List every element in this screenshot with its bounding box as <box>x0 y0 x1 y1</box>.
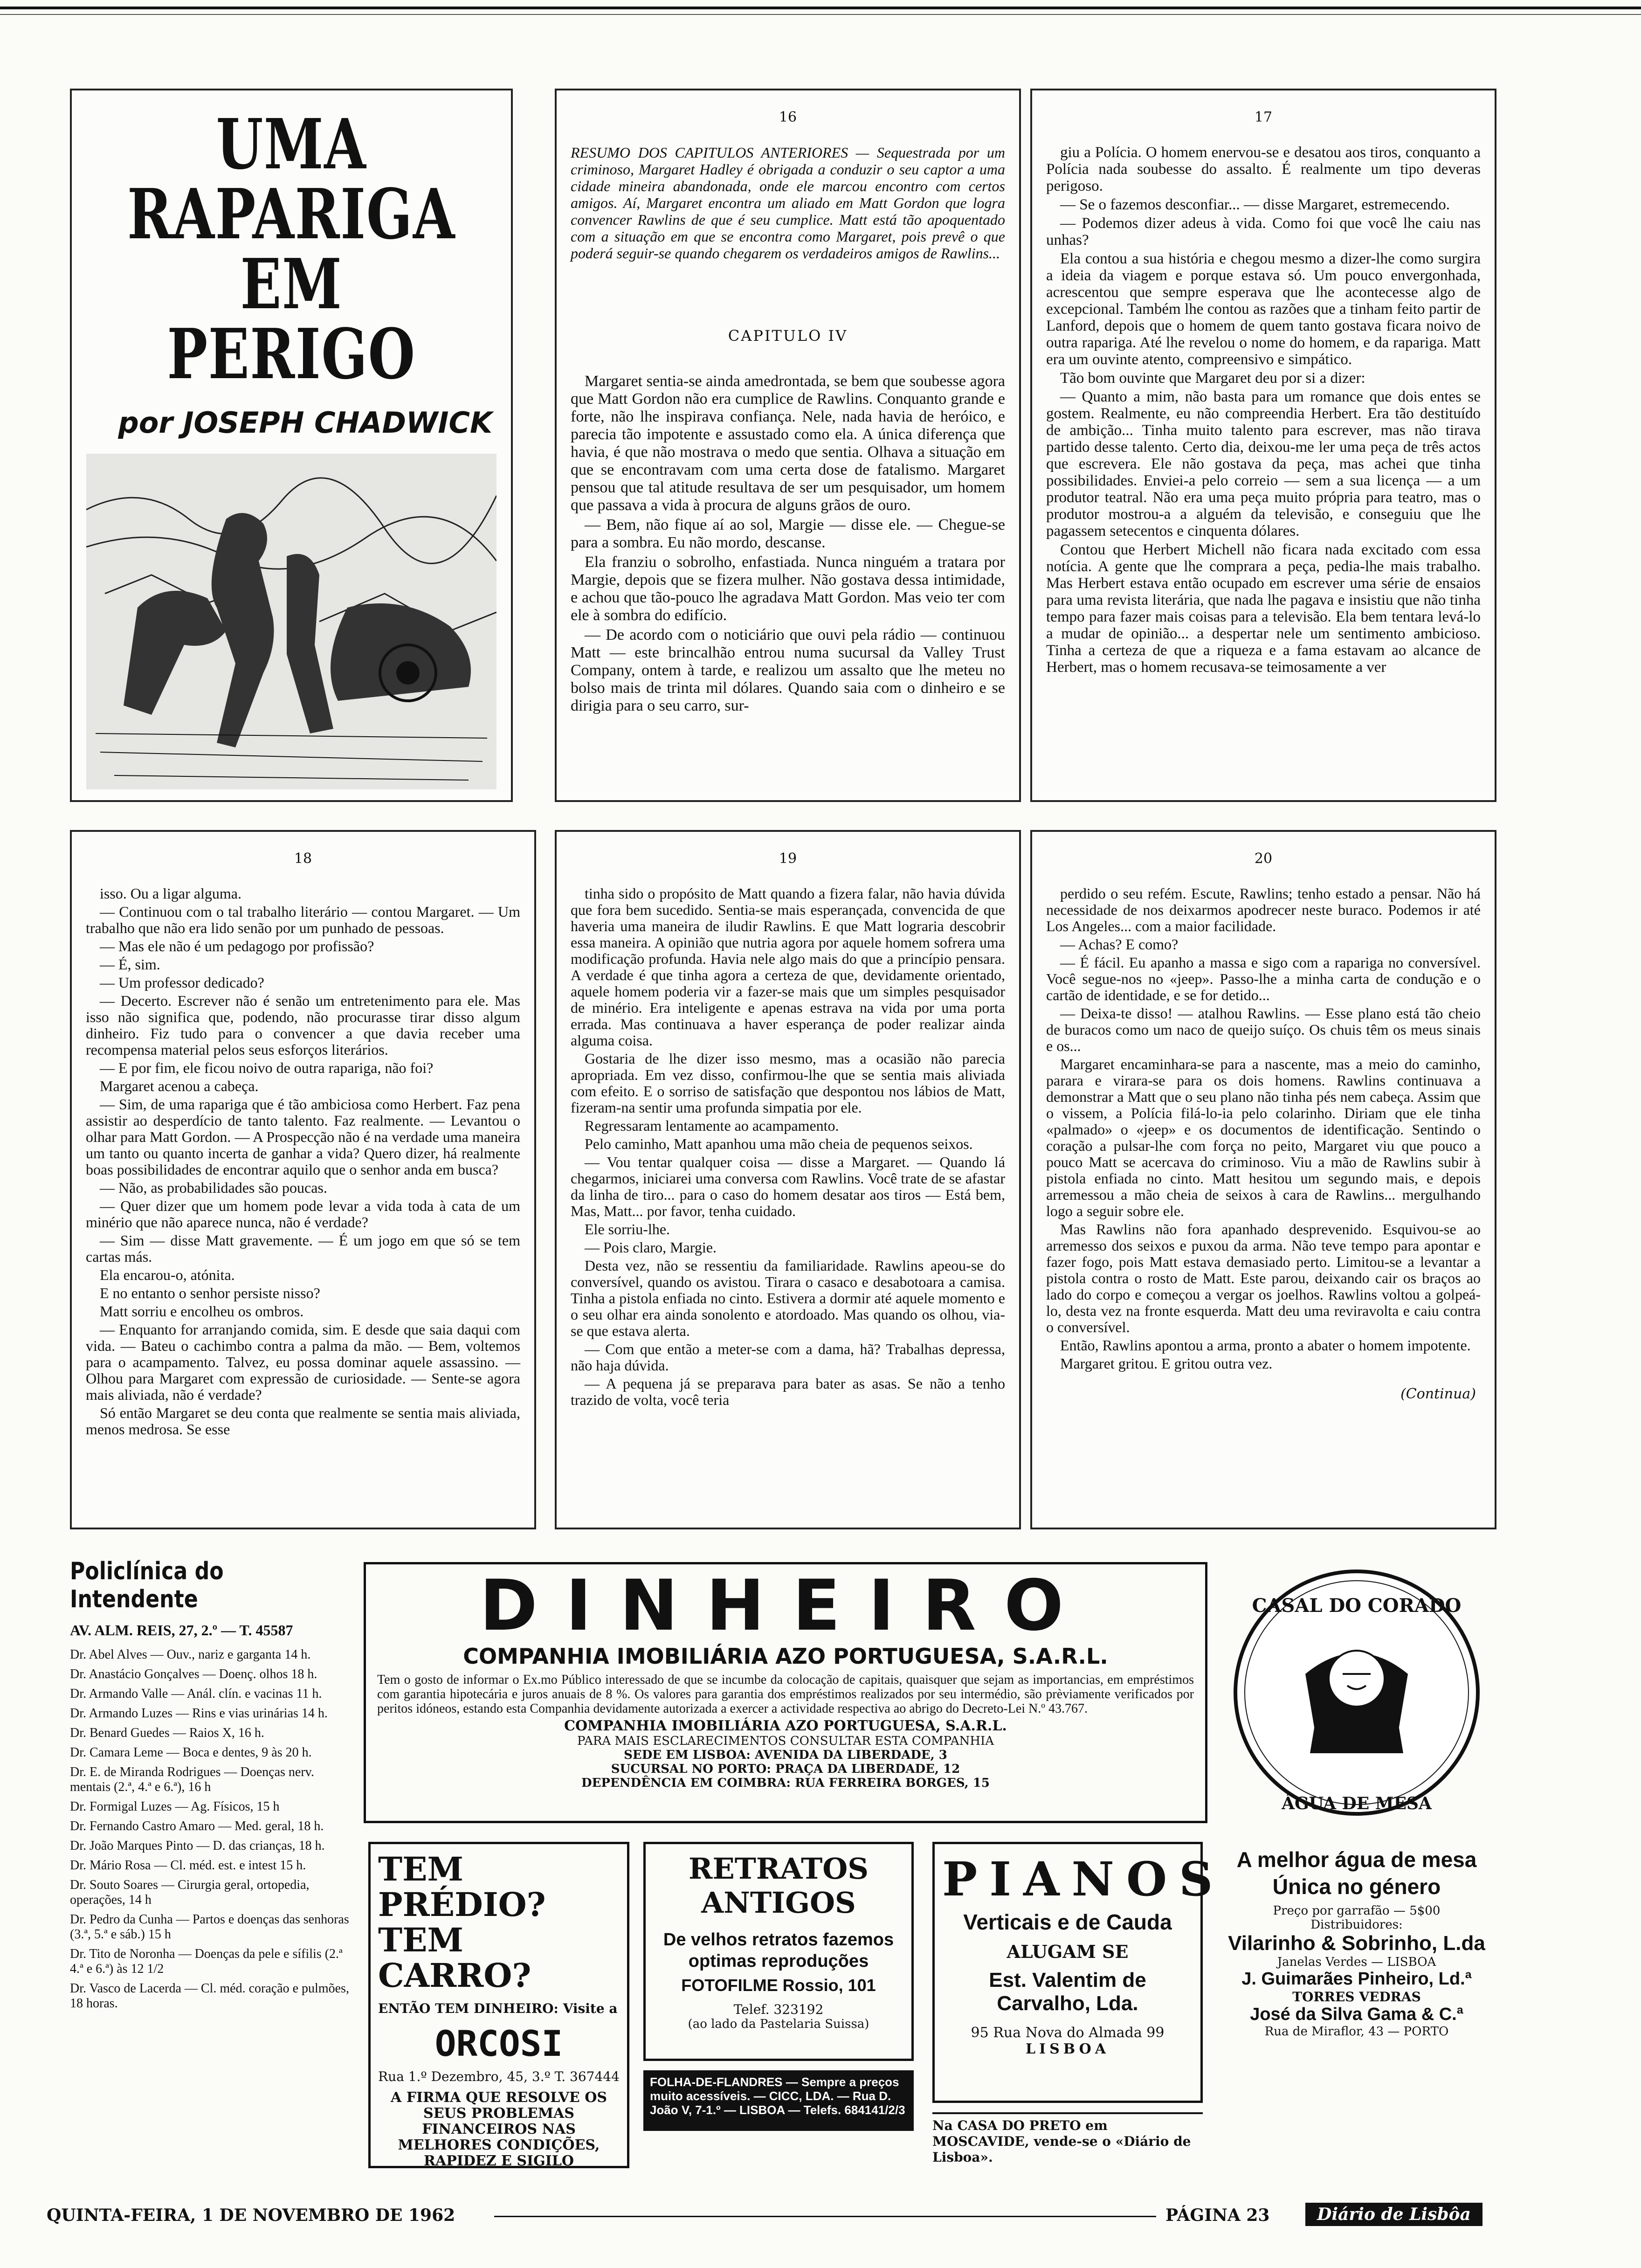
info-line: PARA MAIS ESCLARECIMENTOS CONSULTAR ESTA COMPANHIA <box>577 1734 994 1748</box>
footer-rule <box>494 2216 1156 2217</box>
paragraph: — Não, as probabilidades são poucas. <box>100 1179 327 1196</box>
casapreto-text: Na CASA DO PRETO em MOSCAVIDE, vende-se o «Diário de Lisboa». <box>932 2118 1191 2165</box>
footer-date: QUINTA-FEIRA, 1 DE NOVEMBRO DE 1962 <box>47 2206 455 2225</box>
list-item: Dr. Tito de Noronha — Doenças da pele e sífilis (2.ª 4.ª e 6.ª) às 12 1/2 <box>70 1947 343 1976</box>
paragraph: Ela contou a sua história e chegou mesmo a dizer-lhe como surgira a ideia da viagem e porque estava só. Um pouco envergonhada, acrescentou que sempre esperava que lhe acontecesse algo de excepcional. Também lhe contou as razões que a tinham feito partir de Lanford, depois que o homem de quem tanto gostava ficara noivo de outra rapariga. Até lhe revelou o nome do homem, e da rapariga. Matt era um ouvinte atento, compreensivo e simpático. <box>1046 250 1481 368</box>
paragraph: Ela franziu o sobrolho, enfastiada. Nunca ninguém a tratara por Margie, depois que se fizera mulher. Não gostava dessa intimidade, e achou que tão-pouco lhe agradava Matt Gordon. Mas veio ter com ele à sombra do edifício. <box>571 553 1005 624</box>
distrib-2-addr: TORRES VEDRAS <box>1292 1989 1421 2005</box>
paragraph: — É fácil. Eu apanho a massa e sigo com a rapariga no conversível. Você segue-nos no «jeep». Passo-lhe a minha carta de condução e o cartão de identidade, e se for detido... <box>1046 954 1481 1003</box>
paragraph: — Quanto a mim, não basta para um romance que dois entes se gostem. Realmente, eu não compreendia Herbert. Era tão destituído de ambição... Tinha muito talento para escrever, mas não tirava partido desse talento. Certo dia, deixou-me ler uma peça de três actos que escrevera. Ele não gostava da peça, mas achei que tinha possibilidades. Enviei-a pelo correio — sem a sua licença — a um produtor teatral. Não era uma peça muito própria para teatro, mas o produtor mostrou-a a alguém da televisão, e conseguiu que lhe pagassem setecentos e cinquenta dólares. <box>1046 388 1481 539</box>
list-item: Dr. Camara Leme — Boca e dentes, 9 às 20 h. <box>70 1745 312 1760</box>
orcosi-line-2: TEM CARRO? <box>378 1921 531 1995</box>
footer <box>47 2206 1482 2229</box>
paragraph: — Pois claro, Margie. <box>585 1239 717 1256</box>
list-item: Dr. Abel Alves — Ouv., nariz e garganta 14 h. <box>70 1647 311 1662</box>
folha-text: FOLHA-DE-FLANDRES — Sempre a preços muito acessíveis. — CICC, LDA. — Rua D. João V, 7-1.º — LISBOA — Telefs. 684141/2/3 <box>650 2075 905 2117</box>
dinheiro-body: Tem o gosto de informar o Ex.mo Público interessado de que se incumbe da colocação de capitais, quaisquer que sejam as importancias, em empréstimos com garantia hipotecária e juros anuais de 8 %. Os valores para garantia dos empréstimos realizados por seu intermédio, são prèviamente verificados por peritos idóneos, estando esta Companhia devidamente autorizada a exercer a actividade respectiva ao abrigo do Decreto-Lei N.º 43.767. <box>377 1673 1194 1716</box>
orcosi-name: ORCOSI <box>434 2023 563 2064</box>
coimbra-line: DEPENDÊNCIA EM COIMBRA: RUA FERREIRA BORGES, 15 <box>581 1776 990 1790</box>
page-19 <box>555 830 1021 1529</box>
paragraph: Ela encarou-o, atónita. <box>100 1266 235 1283</box>
body-text <box>1032 885 1495 1372</box>
cover-panel <box>70 89 513 802</box>
doctor-list <box>70 1647 354 2011</box>
paragraph: — Decerto. Escrever não é senão um entretenimento para ele. Mas isso não significa que, podendo, não procurasse tirar disso algum dinheiro. Fiz tudo para o convencer a que davia receber uma recompensa material pelos seus esforços literários. <box>86 992 520 1058</box>
list-item: Dr. João Marques Pinto — D. das crianças, 18 h. <box>70 1839 325 1853</box>
body-text <box>1032 144 1495 676</box>
paragraph: Margaret gritou. E gritou outra vez. <box>1060 1355 1273 1372</box>
paragraph: — E por fim, ele ficou noivo de outra rapariga, não foi? <box>100 1059 434 1076</box>
orcosi-ad <box>368 1842 629 2168</box>
page-number: 19 <box>779 850 797 867</box>
list-item: Dr. Mário Rosa — Cl. méd. est. e intest 15 h. <box>70 1858 306 1873</box>
retratos-title: RETRATOS ANTIGOS <box>688 1852 869 1920</box>
distrib-1-addr: Janelas Verdes — LISBOA <box>1277 1955 1436 1969</box>
pianos-city: LISBOA <box>1025 2041 1110 2057</box>
retratos-sub: De velhos retratos fazemos optimas reproduções <box>663 1930 894 1971</box>
retratos-phone: Telef. 323192 <box>733 2002 824 2017</box>
cover-title: UMA RAPARIGA EM PERIGO <box>127 104 456 394</box>
paragraph: isso. Ou a ligar alguma. <box>100 885 241 902</box>
distrib-1: Vilarinho & Sobrinho, L.da <box>1228 1932 1485 1955</box>
paragraph: — Bem, não fique aí ao sol, Margie — disse ele. — Chegue-se para a sombra. Eu não mordo, descanse. <box>571 516 1005 551</box>
paragraph: — Enquanto for arranjando comida, sim. E desde que saia daqui com vida. — Bateu o cachimbo contra a palma da mão. — Bem, voltemos para o acampamento. Talvez, eu possa dominar aquele assassino. — Olhou para Margaret com expressão de curiosidade. — Sente-se agora mais aliviada, não é verdade? <box>86 1321 520 1403</box>
distrib-3: José da Silva Gama & C.ª <box>1250 2005 1463 2024</box>
distrib-label: Distribuidores: <box>1310 1918 1403 1932</box>
paragraph: — Achas? E como? <box>1060 936 1179 953</box>
paragraph: — Podemos dizer adeus à vida. Como foi que você lhe caiu nas unhas? <box>1046 215 1481 249</box>
policlinica-title: Policlínica do Intendente <box>70 1557 224 1613</box>
page-16 <box>555 89 1021 802</box>
page-20 <box>1030 830 1496 1529</box>
casal-brand: CASAL DO CORADO <box>1252 1595 1462 1617</box>
chapter-heading: CAPITULO IV <box>728 327 848 345</box>
paragraph: — Continuou com o tal trabalho literário — contou Margaret. — Um trabalho que não era lido senão por um punhado de pessoas. <box>86 903 520 936</box>
body-text <box>557 373 1019 715</box>
paragraph: Só então Margaret se deu conta que realmente se sentia mais aliviada, menos medrosa. Se esse <box>86 1404 520 1438</box>
distrib-3-addr: Rua de Miraflor, 43 — PORTO <box>1264 2025 1449 2039</box>
retratos-note: (ao lado da Pastelaria Suissa) <box>688 2017 869 2031</box>
top-rule-thin <box>0 14 1641 15</box>
paragraph: — Sim — disse Matt gravemente. — É um jogo em que só se tem cartas más. <box>86 1232 520 1265</box>
paragraph: Gostaria de lhe dizer isso mesmo, mas a ocasião não parecia apropriada. Em vez disso, confirmou-lhe que se sentia mais aliviada com efeito. E o sorriso de satisfação que despontou nos lábios de Matt, fizeram-na sentir uma profunda simpatia por ele. <box>571 1050 1005 1116</box>
paragraph: — Quer dizer que um homem pode levar a vida toda à cata de um minério que não aparece nunca, não é verdade? <box>86 1197 520 1231</box>
body-text <box>72 885 534 1438</box>
paragraph: — Mas ele não é um pedagogo por profissão? <box>100 938 374 954</box>
paragraph: — A pequena já se preparava para bater as asas. Se não a tenho trazido de volta, você teria <box>571 1375 1005 1408</box>
sede-line: SEDE EM LISBOA: AVENIDA DA LIBERDADE, 3 <box>624 1748 947 1762</box>
chapter-summary: RESUMO DOS CAPITULOS ANTERIORES — Sequestrada por um criminoso, Margaret Hadley é obrigada a conduzir o seu captor a uma cidade mineira abandonada, onde ele marcou encontro com certos amigos. Aí, Margaret encontra um aliado em Matt Gordon que logra convencer Rawlins de que é seu cumplice. Matt está tão apoquentado com a situação em que se encontra como Margaret, pois prevê o que poderá seguir-se quando chegarem os verdadeiros amigos de Rawlins... <box>571 144 1005 262</box>
porto-line: SUCURSAL NO PORTO: PRAÇA DA LIBERDADE, 12 <box>611 1762 960 1776</box>
paragraph: E no entanto o senhor persiste nisso? <box>100 1285 320 1301</box>
list-item: Dr. Souto Soares — Cirurgia geral, ortopedia, operações, 14 h <box>70 1878 310 1907</box>
pianos-ad <box>932 1842 1225 2103</box>
list-item: Dr. Fernando Castro Amaro — Med. geral, 18 h. <box>70 1819 324 1833</box>
paragraph: Regressaram lentamente ao acampamento. <box>585 1117 839 1134</box>
cover-illustration <box>86 454 496 789</box>
page-18 <box>70 830 536 1529</box>
paragraph: giu a Polícia. O homem enervou-se e desatou aos tiros, conquanto a Polícia nada soubesse do assalto. É realmente um tipo deveras perigoso. <box>1046 144 1481 194</box>
cover-author: por JOSEPH CHADWICK <box>118 406 492 440</box>
dinheiro-headline: DINHEIRO <box>479 1565 1092 1646</box>
paragraph: — Deixa-te disso! — atalhou Rawlins. — Esse plano está tão cheio de buracos como um naco de queijo suíço. Os chuis têm os meus sinais e os... <box>1046 1005 1481 1054</box>
paragraph: — Um professor dedicado? <box>100 974 264 991</box>
page-17 <box>1030 89 1496 802</box>
paragraph: Tão bom ouvinte que Margaret deu por si a dizer: <box>1060 370 1365 387</box>
page-number: 17 <box>1254 109 1273 125</box>
dinheiro-ad <box>364 1562 1207 1823</box>
list-item: Dr. Vasco de Lacerda — Cl. méd. coração e pulmões, 18 horas. <box>70 1981 349 2011</box>
pianos-name: Est. Valentim de Carvalho, Lda. <box>989 1969 1146 2015</box>
paragraph: tinha sido o propósito de Matt quando a fizera falar, não havia dúvida que fora bem sucedido. Sentia-se mais esperançada, convencida de que haveria uma maneira de iludir Rawlins. E que Matt lograria descobrir essa maneira. A opinião que nutria agora por aquele homem sofrera uma modificação profunda. Havia nele algo mais do que a princípio pensara. A verdade é que tinha agora a certeza de que, devidamente orientado, aquele homem poderia vir a fazer-se mais que um simples pesquisador de minério. Era inteligente e apenas estrava na vida por uma porta errada. Mas continuava a haver esperança de poder realizar ainda alguma coisa. <box>571 885 1005 1049</box>
paragraph: Margaret acenou a cabeça. <box>100 1078 259 1094</box>
orcosi-address: Rua 1.º Dezembro, 45, 3.º T. 367444 <box>378 2069 620 2084</box>
casapreto-ad <box>932 2112 1203 2165</box>
paragraph: Margaret sentia-se ainda amedrontada, se bem que soubesse agora que Matt Gordon não era cumplice de Rawlins. Conquanto grande e forte, não lhe inspirava confiança. Nele, nada havia de heróico, e parecia tão impotente e assustado como ela. A única diferença que havia, é que não mostrava o medo que sentia. Olhava a situação em que se encontravam com uma certa dose de fatalismo. Margaret pensou que tal atitude resultava de ser um pesquisador, um homem que passava a vida à procura de alguns grãos de ouro. <box>571 373 1005 514</box>
list-item: Dr. Formigal Luzes — Ag. Físicos, 15 h <box>70 1799 280 1814</box>
retratos-name: FOTOFILME Rossio, 101 <box>681 1976 876 1995</box>
top-rule <box>0 7 1641 9</box>
folha-ad <box>643 2070 914 2131</box>
paragraph: Margaret encaminhara-se para a nascente, mas a meio do caminho, parara e virara-se para os dois homens. Rawlins continuava a demonstrar a Matt que o seu plano não tinha pés nem cabeça. Assim que o vissem, a Polícia filá-lo-ia pelo colarinho. Diriam que ele tinha «palmado» o «jeep» e os documentos de identificação. Sentindo o coração a pulsar-lhe com força no peito, Margaret viu que pouco a pouco Matt se acercava do criminoso. Viu a mão de Rawlins subir à pistola enfiada no cinto. Matt hesitou um segundo mais, e depois arremessou a mão cheia de seixos à cara de Rawlins... mergulhando logo a seguir sobre ele. <box>1046 1056 1481 1219</box>
orcosi-line-1: TEM PRÉDIO? <box>378 1850 546 1924</box>
page-number: 20 <box>1254 850 1273 867</box>
casal-product: ÁGUA DE MESA <box>1282 1794 1432 1813</box>
pianos-sub: Verticais e de Cauda <box>963 1910 1172 1934</box>
retratos-ad <box>643 1842 914 2061</box>
list-item: Dr. Armando Valle — Anál. clín. e vacinas 11 h. <box>70 1687 322 1701</box>
policlinica-ad <box>70 1557 354 2192</box>
list-item: Dr. E. de Miranda Rodrigues — Doenças nerv. mentais (2.ª, 4.ª e 6.ª), 16 h <box>70 1765 314 1794</box>
policlinica-address: AV. ALM. REIS, 27, 2.º — T. 45587 <box>70 1622 293 1639</box>
paragraph: — Vou tentar qualquer coisa — disse a Margaret. — Quando lá chegarmos, iniciarei uma conversa com Rawlins. Você trate de se afastar da linha de tiro... para o caso do homem desatar aos tiros — Está bem, Mas, Matt... por favor, tenha cuidado. <box>571 1154 1005 1219</box>
paragraph: — É, sim. <box>100 956 160 973</box>
paragraph: perdido o seu refém. Escute, Rawlins; tenho estado a pensar. Não há necessidade de nos deixarmos apodrecer neste buraco. Podemos ir até Los Angeles... com a maior facilidade. <box>1046 885 1481 934</box>
pianos-title: PIANOS <box>942 1852 1225 1907</box>
orcosi-slogan: A FIRMA QUE RESOLVE OS SEUS PROBLEMAS FINANCEIROS NAS MELHORES CONDIÇÕES, RAPIDEZ E SIGILO <box>390 2089 607 2169</box>
footer-logo: Diário de Lisbôa <box>1305 2203 1482 2226</box>
orcosi-line-3: ENTÃO TEM DINHEIRO: Visite a <box>378 2001 618 2016</box>
page-number: 16 <box>779 109 797 125</box>
paragraph: — Sim, de uma rapariga que é tão ambiciosa como Herbert. Faz pena assistir ao desperdício de tanto talento. Faz realmente. — Levantou o olhar para Matt Gordon. — A Prospecção não é na verdade uma maneira um tanto ou quanto incerta de ganhar a vida? Quero dizer, há realmente boas possibilidades de encontrar aquilo que o senhor anda em busca? <box>86 1096 520 1178</box>
paragraph: Ele sorriu-lhe. <box>585 1221 670 1238</box>
pianos-address: 95 Rua Nova do Almada 99 <box>971 2025 1165 2041</box>
casal-price: Preço por garrafão — 5$00 <box>1273 1904 1441 1918</box>
paragraph: Contou que Herbert Michell não ficara nada excitado com essa notícia. A gente que lhe comprara a peça, pedia-lhe mais trabalho. Mas Herbert estava então ocupado em escrever uma série de ensaios para uma revista literária, que nada lhe pagava e insistiu que não tinha tempo para fazer mais coisas para a televisão. Ela bem tentara levá-lo a mudar de opinião... a despertar nele um sentimento ambicioso. Tinha a certeza de que a riqueza e a fama estavam ao alcance de Herbert, mas o homem recusava-se teimosamente a ver <box>1046 541 1481 676</box>
paragraph: Matt sorriu e encolheu os ombros. <box>100 1303 304 1320</box>
paragraph: Desta vez, não se ressentiu da familiaridade. Rawlins apeou-se do conversível, quando os avistou. Tirara o casaco e desabotoara a camisa. Tinha a pistola enfiada no cinto. Estivera a dormir até aquele momento e o seu olhar era ainda sonolento e atordoado. Mas quando os olhou, via-se que estava alerta. <box>571 1257 1005 1339</box>
list-item: Dr. Benard Guedes — Raios X, 16 h. <box>70 1726 264 1740</box>
list-item: Dr. Anastácio Gonçalves — Doenç. olhos 18 h. <box>70 1667 317 1681</box>
list-item: Dr. Pedro da Cunha — Partos e doenças das senhoras (3.ª, 5.ª e sáb.) 15 h <box>70 1912 349 1942</box>
paragraph: — De acordo com o noticiário que ouvi pela rádio — continuou Matt — este brincalhão entrou numa sucursal da Valley Trust Company, ontem à tarde, e realizou um assalto que lhe meteu no bolso mais de trinta mil dólares. Quando saia com o dinheiro e se dirigia para o seu carro, sur- <box>571 626 1005 714</box>
distrib-2: J. Guimarães Pinheiro, Ld.ª <box>1241 1969 1472 1989</box>
paragraph: Então, Rawlins apontou a arma, pronto a abater o homem impotente. <box>1060 1337 1471 1354</box>
paragraph: — Se o fazemos desconfiar... — disse Margaret, estremecendo. <box>1060 196 1450 213</box>
pianos-alugam: ALUGAM SE <box>1007 1941 1129 1962</box>
continua-label: (Continua) <box>1400 1386 1476 1402</box>
casal-slogan: A melhor água de mesa Única no género <box>1236 1847 1477 1899</box>
paragraph: Pelo caminho, Matt apanhou uma mão cheia de pequenos seixos. <box>585 1135 973 1152</box>
page-number: 18 <box>294 850 312 867</box>
list-item: Dr. Armando Luzes — Rins e vias urinárias 14 h. <box>70 1706 328 1721</box>
body-text <box>557 885 1019 1408</box>
company-name-2: COMPANHIA IMOBILIÁRIA AZO PORTUGUESA, S.A.R.L. <box>564 1718 1007 1734</box>
company-name: COMPANHIA IMOBILIÁRIA AZO PORTUGUESA, S.A.R.L. <box>463 1644 1108 1669</box>
paragraph: — Com que então a meter-se com a dama, hã? Trabalhas depressa, não haja dúvida. <box>571 1341 1005 1374</box>
footer-page: PÁGINA 23 <box>1165 2206 1270 2225</box>
casal-ad <box>1212 1557 1501 2192</box>
paragraph: Mas Rawlins não fora apanhado desprevenido. Esquivou-se ao arremesso dos seixos e puxou da arma. Não teve tempo para apontar e fazer fogo, pois Matt estava demasiado perto. Limitou-se a levantar a pistola contra o rosto de Matt. Este parou, deixando cair os braços ao lado do corpo e começou a vergar os joelhos. Rawlins voltou a golpeá-lo, desta vez na fronte esquerda. Matt deu uma reviravolta e caiu contra o conversível. <box>1046 1221 1481 1335</box>
